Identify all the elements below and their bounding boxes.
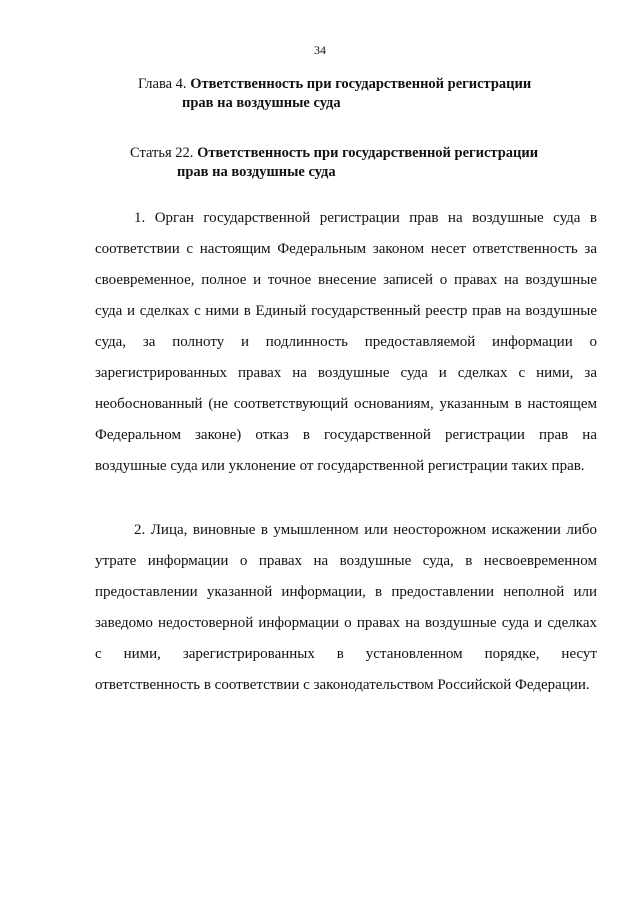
paragraph-1 [95,203,597,482]
chapter-heading [138,75,531,113]
chapter-title-line1: Ответственность при государственной регистрации [190,76,532,92]
paragraph-line: соответствии с настоящим Федеральным законом несет ответственность за [95,241,597,257]
article-prefix: Статья 22. [130,145,194,161]
paragraph-2 [95,515,597,701]
paragraph-line: предоставлении указанной информации, в предоставлении неполной или [95,584,597,600]
paragraph-line: утрате информации о правах на воздушные суда, в несвоевременном [95,553,597,569]
paragraph-line: Федеральном законе) отказ в государственной регистрации прав на [95,427,597,443]
article-title-line2: прав на воздушные суда [177,164,336,180]
paragraph-line: 2. Лица, виновные в умышленном или неосторожном искажении либо [134,522,597,538]
paragraph-line: суда и сделках с ними в Единый государственный реестр прав на воздушные [95,303,597,319]
paragraph-line: воздушные суда или уклонение от государственной регистрации таких прав. [95,458,585,474]
chapter-prefix: Глава 4. [138,76,187,92]
chapter-title-line2: прав на воздушные суда [182,95,341,111]
paragraph-line: своевременное, полное и точное внесение записей о правах на воздушные [95,272,597,288]
paragraph-line: 1. Орган государственной регистрации прав на воздушные суда в [134,210,597,226]
paragraph-line: суда, за полноту и подлинность предоставляемой информации о [95,334,597,350]
article-title-line1: Ответственность при государственной регистрации [197,145,539,161]
page-number: 34 [314,43,326,57]
paragraph-line: с ними, зарегистрированных в установленном порядке, несут [95,646,597,662]
paragraph-line: необоснованный (не соответствующий основаниям, указанным в настоящем [95,396,597,412]
paragraph-line: зарегистрированных правах на воздушные суда и сделках с ними, за [95,365,597,381]
article-heading [130,144,538,182]
paragraph-line: заведомо недостоверной информации о правах на воздушные суда и сделках [95,615,597,631]
paragraph-line: ответственность в соответствии с законодательством Российской Федерации. [95,677,590,693]
